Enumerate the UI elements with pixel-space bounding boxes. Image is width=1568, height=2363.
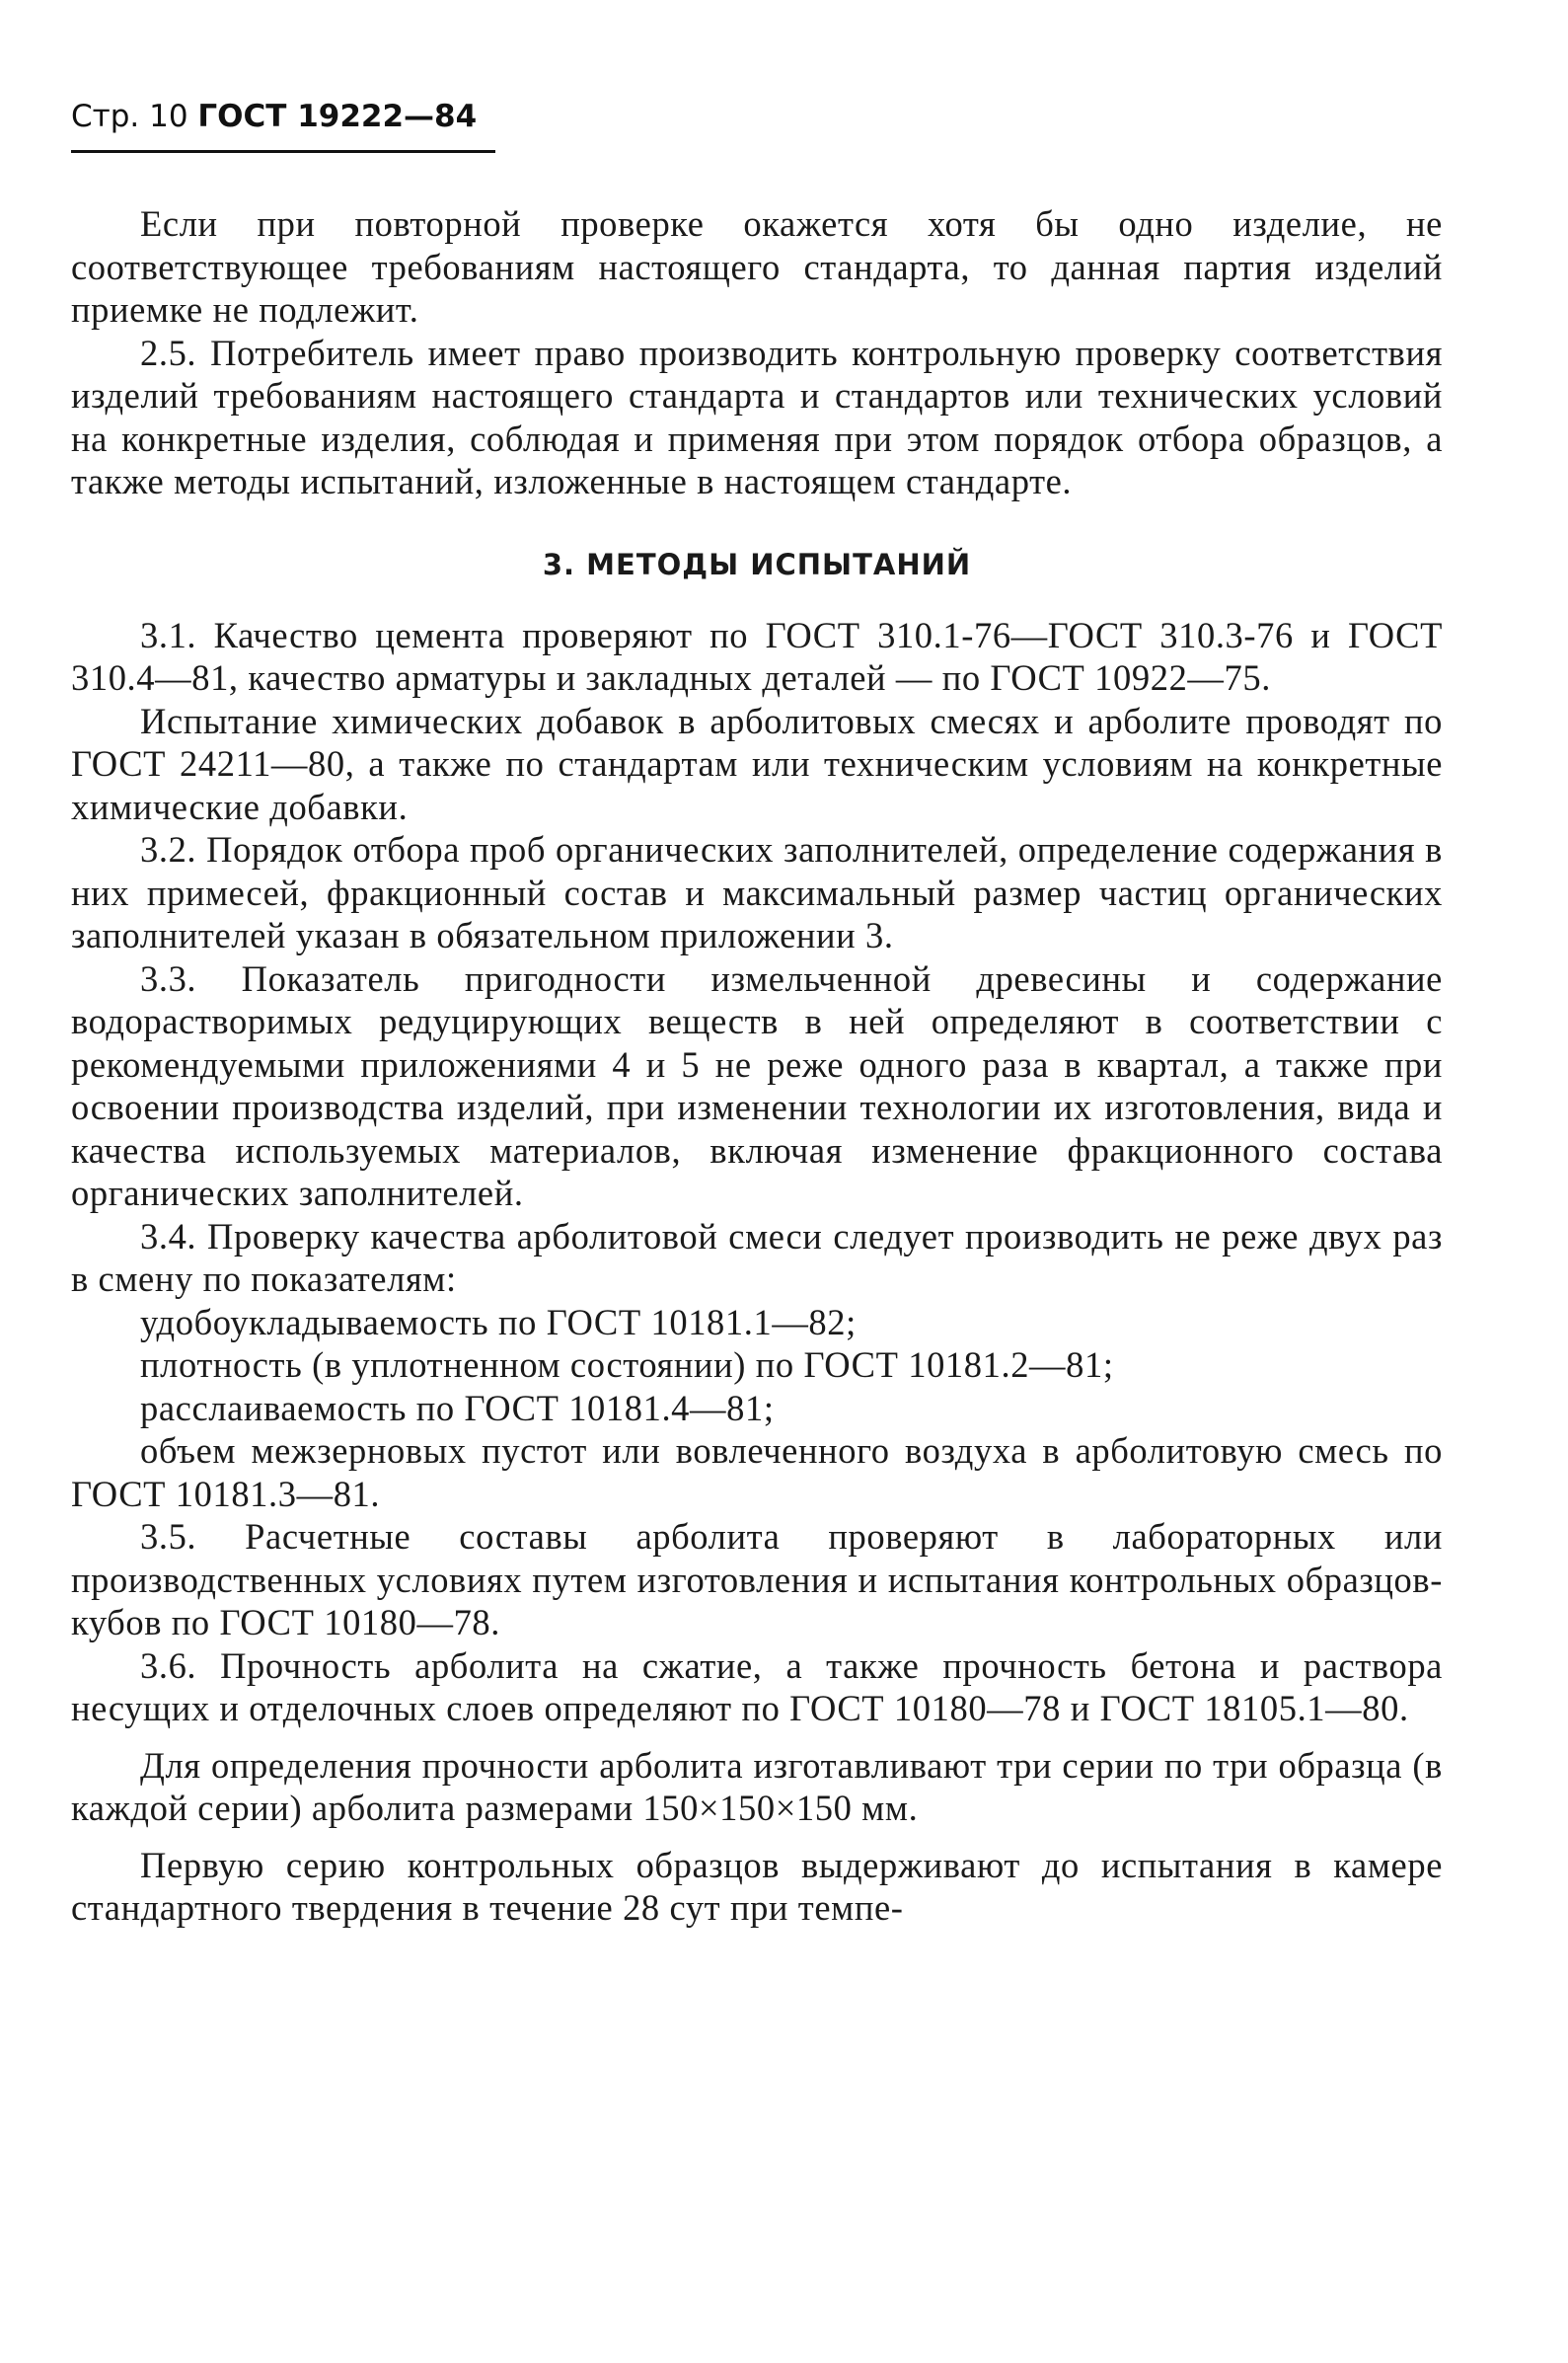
list-item-voids: объем межзерновых пустот или вовлеченного воздуха в арболитовую смесь по ГОСТ 10181.3—81. [71,1430,1443,1514]
paragraph-3-6: 3.6. Прочность арболита на сжатие, а также прочность бетона и раствора несущих и отделочных слоев определяют по ГОСТ 10180—78 и ГОСТ 18105.1—80. [71,1644,1443,1728]
paragraph-2-5: 2.5. Потребитель имеет право производить контрольную проверку соответствия изделий требованиям настоящего стандарта и стандартов или технических условий на конкретные изделия, соблюдая и применяя при этом порядок отбора образцов, а также методы испытаний, изложенные в настоящем стандарте. [71,332,1443,501]
paragraph-3-2: 3.2. Порядок отбора проб органических заполнителей, определение содержания в них примесей, фракционный состав и максимальный размер частиц органических заполнителей указан в обязательном приложении 3. [71,829,1443,955]
paragraph-3-6-first-series: Первую серию контрольных образцов выдерживают до испытания в камере стандартного твердения в течение 28 сут при темпе- [71,1844,1443,1928]
paragraph-3-1: 3.1. Качество цемента проверяют по ГОСТ 310.1-76—ГОСТ 310.3-76 и ГОСТ 310.4—81, качество арматуры и закладных деталей — по ГОСТ 10922—75. [71,614,1443,698]
header-rule [71,150,495,153]
page-number: Стр. 10 [71,99,188,134]
paragraph-3-5: 3.5. Расчетные составы арболита проверяют в лабораторных или производственных условиях путем изготовления и испытания контрольных образцов-кубов по ГОСТ 10180—78. [71,1516,1443,1642]
list-item-workability: удобоукладываемость по ГОСТ 10181.1—82; [140,1301,857,1342]
section-title: 3. МЕТОДЫ ИСПЫТАНИЙ [542,547,972,581]
body-text [71,202,1443,1930]
paragraph-repeat-check: Если при повторной проверке окажется хотя бы одно изделие, не соответствующее требованиям настоящего стандарта, то данная партия изделий приемке не подлежит. [71,203,1443,330]
list-item-density: плотность (в уплотненном состоянии) по ГОСТ 10181.2—81; [140,1344,1114,1385]
paragraph-3-6-samples: Для определения прочности арболита изготавливают три серии по три образца (в каждой серии) арболита размерами 150×150×150 мм. [71,1744,1443,1828]
paragraph-3-1-additives: Испытание химических добавок в арболитовых смесях и арболите проводят по ГОСТ 24211—80, а также по стандартам или техническим условиям на конкретные химические добавки. [71,700,1443,827]
running-head [71,97,495,136]
list-item-segregation: расслаиваемость по ГОСТ 10181.4—81; [140,1387,775,1428]
paragraph-3-4: 3.4. Проверку качества арболитовой смеси следует производить не реже двух раз в смену по показателям: [71,1215,1443,1299]
standard-number: ГОСТ 19222—84 [197,99,478,134]
paragraph-3-3: 3.3. Показатель пригодности измельченной древесины и содержание водорастворимых редуцирующих веществ в ней определяют в соответствии с рекомендуемыми приложениями 4 и 5 не реже одного раза в квартал, а также при освоении производства изделий, при изменении технологии их изготовления, вида и качества используемых материалов, включая изменение фракционного состава органических заполнителей. [71,957,1443,1213]
